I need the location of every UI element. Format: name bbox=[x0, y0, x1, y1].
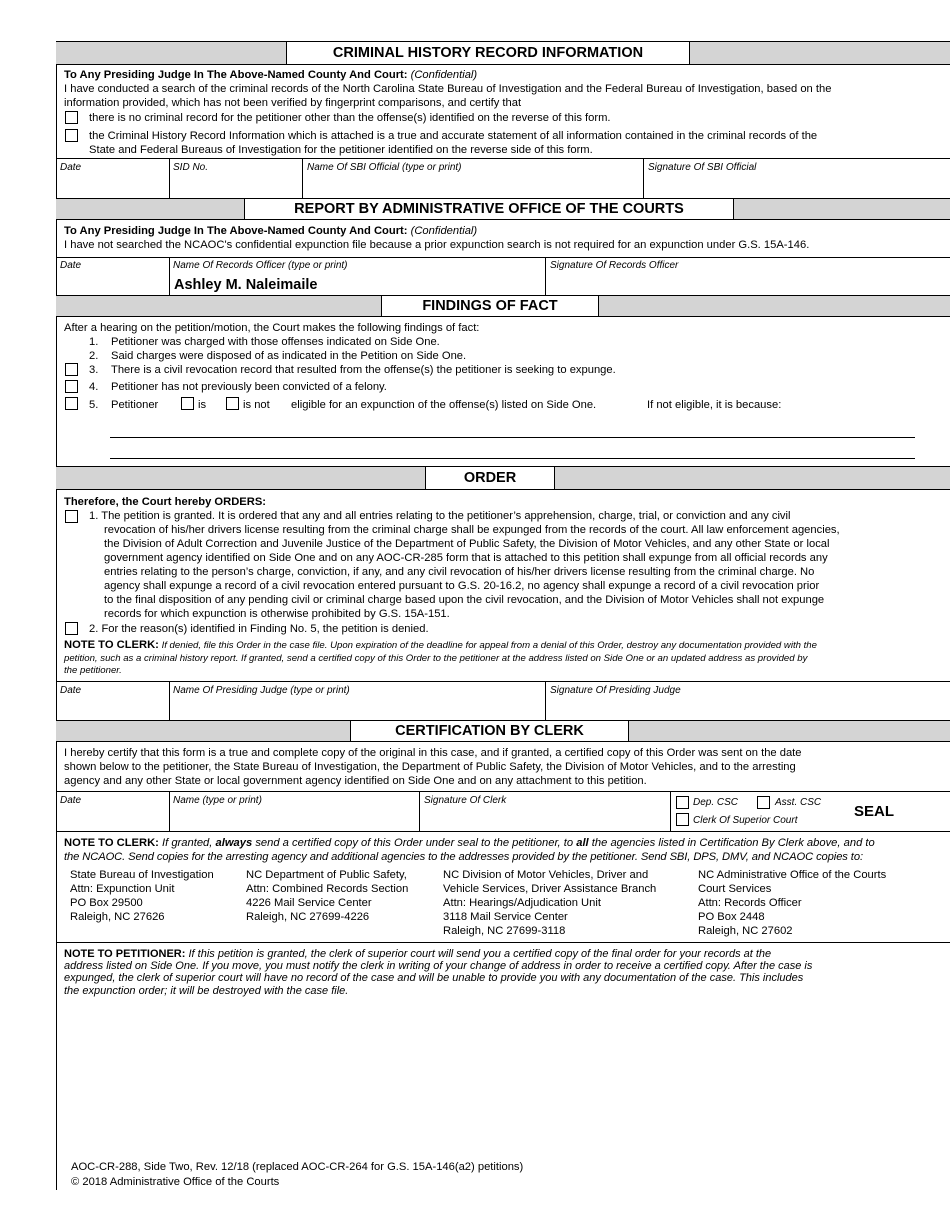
cert-note-label: NOTE TO CLERK: bbox=[64, 837, 159, 849]
finding-5-checkbox[interactable] bbox=[65, 397, 78, 410]
address-dmv bbox=[443, 868, 656, 938]
chri-date-label: Date bbox=[60, 162, 82, 173]
aoc-header-bar bbox=[56, 198, 950, 220]
order-note-label: NOTE TO CLERK: bbox=[64, 639, 159, 651]
chri-sid-label: SID No. bbox=[173, 162, 209, 173]
order-item-1-line-8: records for which expunction is otherwise prohibited by G.S. 15A-151. bbox=[104, 608, 450, 620]
aoc-title: REPORT BY ADMINISTRATIVE OFFICE OF THE COURTS bbox=[244, 199, 734, 219]
address-line: NC Division of Motor Vehicles, Driver and bbox=[443, 869, 649, 881]
cert-note-always: always bbox=[215, 837, 253, 849]
cert-note-part-c: send a certified copy of this Order under seal to the petitioner, to bbox=[255, 837, 574, 849]
cert-note-part-a: If granted, bbox=[162, 837, 213, 849]
order-granted-checkbox[interactable] bbox=[65, 510, 78, 523]
chri-para-2: information provided, which has not been verified by fingerprint comparisons, and certify that bbox=[64, 97, 522, 109]
chri-option-2 bbox=[89, 129, 939, 157]
divider bbox=[56, 942, 950, 943]
chri-option-2-line-1: the Criminal History Record Information which is attached is a true and accurate statement of all information contained in the criminal records of the bbox=[89, 130, 818, 142]
divider bbox=[670, 791, 671, 831]
finding-2-number: 2. bbox=[89, 350, 99, 362]
address-line: 3118 Mail Service Center bbox=[443, 911, 568, 923]
footer bbox=[71, 1160, 523, 1190]
aoc-confidential: (Confidential) bbox=[410, 225, 478, 237]
finding-5-because-text: If not eligible, it is because: bbox=[647, 399, 782, 411]
finding-4-number: 4. bbox=[89, 381, 99, 393]
petitioner-note-line-2: address listed on Side One. If you move, you must notify the clerk in writing of your change of address in order to receive a certified copy. After the case is bbox=[64, 960, 813, 973]
order-note-line-3: the petitioner. bbox=[64, 665, 122, 676]
cert-note-line-2: the NCAOC. Send copies for the arresting agency and additional agencies to the addresses provided by the petitioner. Send SBI, DPS, DMV, and NCAOC copies to: bbox=[64, 851, 863, 863]
address-line: Court Services bbox=[698, 883, 772, 895]
divider bbox=[169, 257, 170, 296]
finding-3-text: There is a civil revocation record that resulted from the offense(s) the petitioner is seeking to expunge. bbox=[111, 364, 616, 376]
petitioner-note-line-4: the expunction order; it will be destroyed with the case file. bbox=[64, 984, 349, 997]
order-denied-checkbox[interactable] bbox=[65, 622, 78, 635]
address-line: Raleigh, NC 27699-4226 bbox=[246, 911, 370, 923]
cert-para-line-3: agency and any other State or local government agency identified on Side One and on any attachment to this petition. bbox=[64, 775, 647, 787]
cert-date-label: Date bbox=[60, 795, 82, 806]
order-note-line-1: If denied, file this Order in the case file. Upon expiration of the deadline for appeal from a denial of this Order, destroy any documentation provided with the bbox=[161, 640, 817, 651]
footer-copyright: © 2018 Administrative Office of the Courts bbox=[71, 1176, 280, 1188]
cert-asst-csc-checkbox[interactable] bbox=[757, 796, 770, 809]
finding-1-text: Petitioner was charged with those offenses indicated on Side One. bbox=[111, 336, 440, 348]
finding-5-is-checkbox[interactable] bbox=[181, 397, 194, 410]
cert-clerk-superior-label: Clerk Of Superior Court bbox=[693, 815, 798, 826]
order-header-bar bbox=[56, 466, 950, 490]
order-item-1-line-2: revocation of his/her drivers license resulting from the criminal charge shall be expunged from the records of the court. All law enforcement agencies, bbox=[104, 524, 840, 536]
finding-5-is-not-checkbox[interactable] bbox=[226, 397, 239, 410]
petitioner-note-line-3: expunged, the clerk of superior court will have no record of the case and will be unable to provide you with any documentation of the case. This includes bbox=[64, 972, 804, 985]
cert-note-all: all bbox=[576, 837, 589, 849]
order-judge-sig-label: Signature Of Presiding Judge bbox=[550, 685, 681, 696]
cert-title: CERTIFICATION BY CLERK bbox=[350, 721, 629, 741]
finding-3-number: 3. bbox=[89, 364, 99, 376]
address-line: Raleigh, NC 27602 bbox=[698, 925, 793, 937]
divider bbox=[56, 257, 950, 258]
divider bbox=[56, 158, 950, 159]
address-dps bbox=[246, 868, 408, 924]
chri-sbi-name-label: Name Of SBI Official (type or print) bbox=[307, 162, 462, 173]
finding-4-text: Petitioner has not previously been convicted of a felony. bbox=[111, 381, 387, 393]
cert-asst-csc-label: Asst. CSC bbox=[775, 797, 822, 808]
chri-body bbox=[64, 68, 944, 110]
cert-dep-csc-label: Dep. CSC bbox=[693, 797, 739, 808]
address-line: Attn: Combined Records Section bbox=[246, 883, 409, 895]
order-item-2: 2. For the reason(s) identified in Finding No. 5, the petition is denied. bbox=[89, 623, 429, 635]
finding-5-petitioner: Petitioner bbox=[111, 399, 159, 411]
chri-para-1: I have conducted a search of the criminal records of the North Carolina State Bureau of Investigation and the Federal Bureau of Investigation, based on the bbox=[64, 83, 832, 95]
order-item-1-line-7: to the final disposition of any pending civil or criminal charge based upon the civil revocation, and the Division of Motor Vehicles shall not expunge bbox=[104, 594, 825, 606]
petitioner-note-label: NOTE TO PETITIONER: bbox=[64, 948, 186, 960]
divider bbox=[56, 831, 950, 832]
cert-name-label: Name (type or print) bbox=[173, 795, 262, 806]
aoc-officer-name-label: Name Of Records Officer (type or print) bbox=[173, 260, 348, 271]
order-therefore: Therefore, the Court hereby ORDERS: bbox=[64, 496, 267, 508]
divider bbox=[56, 791, 950, 792]
divider bbox=[56, 681, 950, 682]
cert-para bbox=[64, 746, 944, 788]
address-line: NC Department of Public Safety, bbox=[246, 869, 407, 881]
divider bbox=[545, 681, 546, 721]
chri-title: CRIMINAL HISTORY RECORD INFORMATION bbox=[286, 42, 690, 64]
finding-4-checkbox[interactable] bbox=[65, 380, 78, 393]
finding-5-is-label: is bbox=[198, 399, 207, 411]
aoc-officer-sig-label: Signature Of Records Officer bbox=[550, 260, 679, 271]
order-note-to-clerk bbox=[64, 639, 944, 678]
address-line: Attn: Expunction Unit bbox=[70, 883, 175, 895]
order-judge-name-label: Name Of Presiding Judge (type or print) bbox=[173, 685, 350, 696]
findings-intro: After a hearing on the petition/motion, the Court makes the following findings of fact: bbox=[64, 322, 480, 334]
chri-no-record-checkbox[interactable] bbox=[65, 111, 78, 124]
address-line: Raleigh, NC 27626 bbox=[70, 911, 165, 923]
order-item-1-line-1: 1. The petition is granted. It is ordered that any and all entries relating to the petitioner’s apprehension, charge, trial, or conviction and any civil bbox=[89, 510, 791, 522]
address-line: Vehicle Services, Driver Assistance Branch bbox=[443, 883, 657, 895]
cert-para-line-2: shown below to the petitioner, the State Bureau of Investigation, the Department of Public Safety, the Division of Motor Vehicles, and to the arresting bbox=[64, 761, 796, 773]
petitioner-note bbox=[64, 948, 944, 997]
address-line: NC Administrative Office of the Courts bbox=[698, 869, 887, 881]
findings-title: FINDINGS OF FACT bbox=[381, 296, 599, 316]
address-aoc bbox=[698, 868, 886, 938]
order-item-1-line-4: government agency identified on Side One and on any AOC-CR-285 form that is attached to this petition shall expunge from all official records any bbox=[104, 552, 828, 564]
cert-para-line-1: I hereby certify that this form is a true and complete copy of the original in this case, and if granted, a certified copy of this Order was sent on the date bbox=[64, 747, 802, 759]
finding-5-number: 5. bbox=[89, 399, 99, 411]
address-line: PO Box 29500 bbox=[70, 897, 143, 909]
chri-confidential: (Confidential) bbox=[410, 69, 478, 81]
aoc-to-judge: To Any Presiding Judge In The Above-Named County And Court: bbox=[64, 225, 408, 237]
chri-sbi-sig-label: Signature Of SBI Official bbox=[648, 162, 757, 173]
aoc-date-label: Date bbox=[60, 260, 82, 271]
divider bbox=[643, 158, 644, 199]
cert-seal-label: SEAL bbox=[854, 803, 895, 820]
aoc-officer-name-value[interactable]: Ashley M. Naleimaile bbox=[174, 277, 318, 293]
finding-2-text: Said charges were disposed of as indicated in the Petition on Side One. bbox=[111, 350, 467, 362]
address-line: PO Box 2448 bbox=[698, 911, 765, 923]
divider bbox=[419, 791, 420, 831]
chri-option-1: there is no criminal record for the petitioner other than the offense(s) identified on the reverse of this form. bbox=[89, 112, 611, 124]
chri-attached-record-checkbox[interactable] bbox=[65, 129, 78, 142]
order-item-1-line-3: the Division of Adult Correction and Juvenile Justice of the Department of Public Safety, the Division of Motor Vehicles, and any other State or local bbox=[104, 538, 830, 550]
footer-form-id: AOC-CR-288, Side Two, Rev. 12/18 (replaced AOC-CR-264 for G.S. 15A-146(a2) petitions) bbox=[71, 1161, 524, 1173]
address-line: Raleigh, NC 27699-3118 bbox=[443, 925, 566, 937]
aoc-body bbox=[64, 224, 944, 252]
finding-5-reason-line-1[interactable] bbox=[110, 437, 915, 438]
order-title: ORDER bbox=[425, 467, 555, 489]
address-sbi bbox=[70, 868, 214, 924]
cert-clerk-superior-checkbox[interactable] bbox=[676, 813, 689, 826]
order-note-line-2: petition, such as a criminal history report. If granted, send a certified copy of this Order to the petitioner at the address listed on Side One or an updated address as provided by bbox=[64, 652, 808, 664]
finding-3-checkbox[interactable] bbox=[65, 363, 78, 376]
cert-dep-csc-checkbox[interactable] bbox=[676, 796, 689, 809]
cert-note-to-clerk bbox=[64, 836, 944, 864]
chri-header-bar bbox=[56, 41, 950, 65]
divider bbox=[169, 681, 170, 721]
divider bbox=[169, 158, 170, 199]
address-line: Attn: Hearings/Adjudication Unit bbox=[443, 897, 601, 909]
petitioner-note-line-1: If this petition is granted, the clerk of superior court will send you a certified copy of the final order for your records at the bbox=[188, 948, 772, 960]
chri-option-2-line-2: State and Federal Bureaus of Investigation for the petitioner identified on the reverse side of this form. bbox=[89, 144, 593, 156]
aoc-para: I have not searched the NCAOC's confidential expunction file because a prior expunction search is not required for an expunction under G.S. 15A-146. bbox=[64, 239, 810, 251]
divider bbox=[545, 257, 546, 296]
findings-header-bar bbox=[56, 295, 950, 317]
address-line: Attn: Records Officer bbox=[698, 897, 802, 909]
finding-1-number: 1. bbox=[89, 336, 99, 348]
address-line: State Bureau of Investigation bbox=[70, 869, 214, 881]
order-date-label: Date bbox=[60, 685, 82, 696]
cert-note-part-e: the agencies listed in Certification By Clerk above, and to bbox=[591, 837, 875, 849]
order-item-1-line-6: agency shall expunge a record of a civil revocation entered pursuant to G.S. 20-16.2, no agency shall expunge a record of a civil revocation prior bbox=[104, 580, 820, 592]
chri-to-judge: To Any Presiding Judge In The Above-Named County And Court: bbox=[64, 69, 408, 81]
cert-sig-label: Signature Of Clerk bbox=[424, 795, 507, 806]
finding-5-is-not-label: is not bbox=[243, 399, 270, 411]
divider bbox=[169, 791, 170, 831]
order-item-1-line-5: entries relating to the person’s charge, conviction, if any, and any civil revocation of his/her drivers license resulting from the criminal charge. No bbox=[104, 566, 815, 578]
cert-header-bar bbox=[56, 720, 950, 742]
finding-5-reason-line-2[interactable] bbox=[110, 458, 915, 459]
finding-5-eligible-text: eligible for an expunction of the offense(s) listed on Side One. bbox=[291, 399, 597, 411]
divider bbox=[302, 158, 303, 199]
address-line: 4226 Mail Service Center bbox=[246, 897, 372, 909]
